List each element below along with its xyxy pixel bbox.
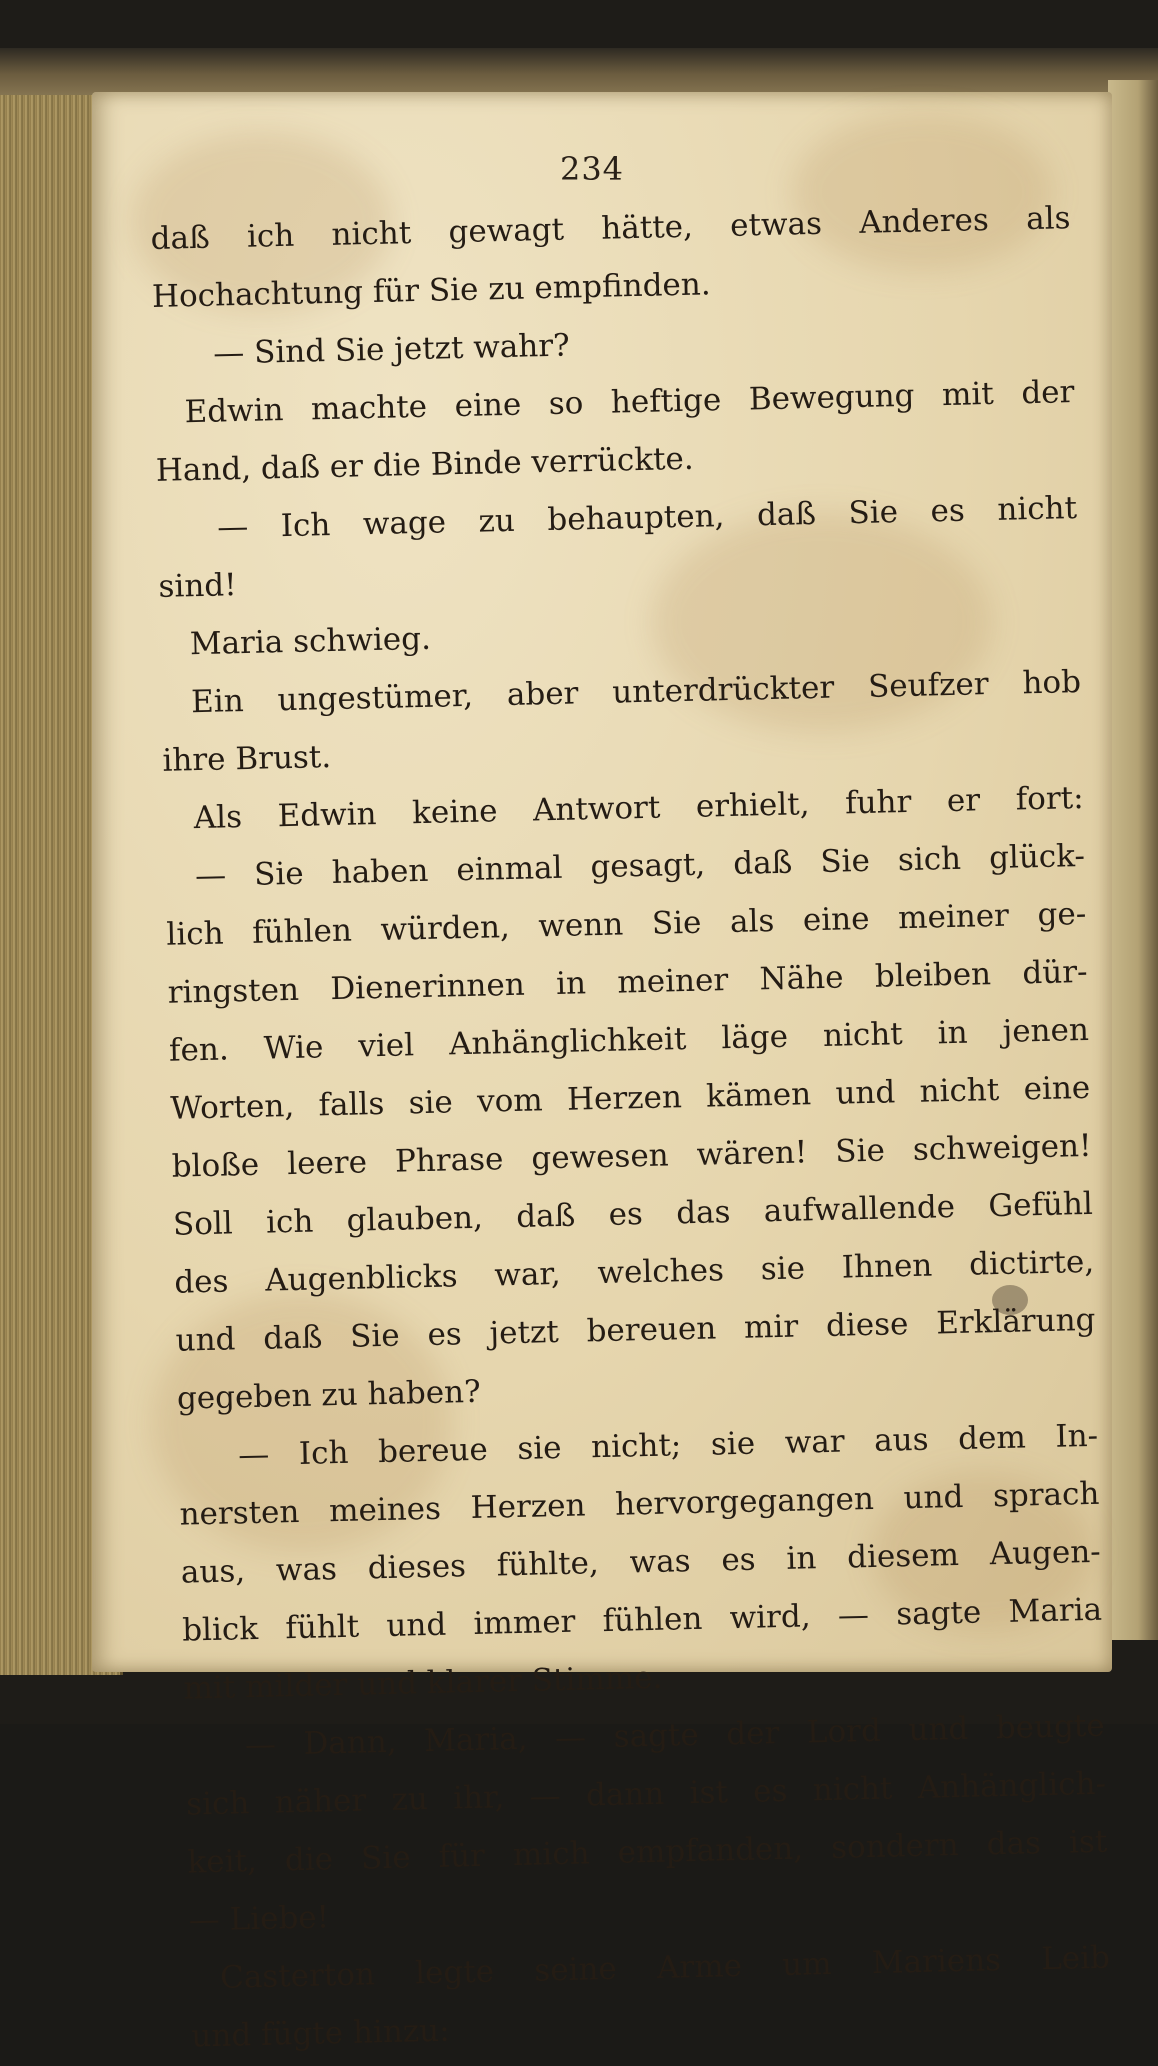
text-line: mit milder und klarer Stimme. xyxy=(183,1659,663,1707)
text-line: und daß Sie es jetzt bereuen mir diese Erklärung xyxy=(175,1301,1096,1359)
text-line: keit, die Sie für mich empfanden, sondern das ist xyxy=(187,1823,1108,1881)
text-line: — Sind Sie jetzt wahr? xyxy=(212,327,571,372)
text-line: Casterton legte seine Arme um Mariens Leib xyxy=(219,1939,1111,1996)
text-line: — Ich wage zu behaupten, daß Sie es nicht xyxy=(216,490,1078,546)
text-line: Maria schwieg. xyxy=(189,620,432,663)
text-line: blick fühlt und immer fühlen wird, — sagte Maria xyxy=(181,1591,1103,1649)
text-line: fen. Wie viel Anhänglichkeit läge nicht in jenen xyxy=(168,1011,1090,1069)
text-line: und fügte hinzu: xyxy=(191,2012,450,2055)
page-text-block xyxy=(150,189,1112,2065)
text-line: sind! xyxy=(158,567,238,605)
text-line: — Sie haben einmal gesagt, daß Sie sich glück- xyxy=(194,837,1086,895)
text-line: Hochachtung für Sie zu empfinden. xyxy=(151,266,712,315)
text-line: — Liebe! xyxy=(188,1899,330,1939)
text-line: bloße leere Phrase gewesen wären! Sie schweigen! xyxy=(171,1127,1092,1185)
ink-blot xyxy=(992,1285,1028,1315)
text-line: Ein ungestümer, aber unterdrückter Seufzer hob xyxy=(190,664,1082,721)
text-line: gegeben zu haben? xyxy=(176,1373,482,1417)
text-line: des Augenblicks war, welches sie Ihnen dictirte, xyxy=(173,1243,1095,1301)
text-line: daß ich nicht gewagt hätte, etwas Anderes als xyxy=(150,200,1071,257)
text-line: nersten meines Herzen hervorgegangen und sprach xyxy=(179,1475,1100,1533)
text-line: Worten, falls sie vom Herzen kämen und nicht eine xyxy=(169,1069,1091,1127)
text-line: sich näher zu ihr, — dann ist es nicht Anhänglich- xyxy=(185,1765,1107,1823)
text-line: — Ich bereue sie nicht; sie war aus dem In- xyxy=(237,1417,1099,1474)
text-line: ringsten Dienerinnen in meiner Nähe bleiben dür- xyxy=(167,953,1088,1011)
text-line: Soll ich glauben, daß es das aufwallende Gefühl xyxy=(172,1185,1094,1243)
text-line: aus, was dieses fühlte, was es in diesem Augen- xyxy=(180,1533,1102,1591)
text-line: Edwin machte eine so heftige Bewegung mit der xyxy=(184,374,1075,431)
book-right-edge xyxy=(1108,80,1158,1640)
text-line: Hand, daß er die Binde verrückte. xyxy=(155,440,695,489)
text-line: ihre Brust. xyxy=(162,739,332,779)
text-line: — Dann, Maria, — sagte der Lord und beugte xyxy=(244,1707,1106,1764)
text-line: lich fühlen würden, wenn Sie als eine meiner ge- xyxy=(166,895,1087,953)
page-number: 234 xyxy=(559,150,625,188)
text-line: Als Edwin keine Antwort erhielt, fuhr er fort: xyxy=(193,779,1084,837)
